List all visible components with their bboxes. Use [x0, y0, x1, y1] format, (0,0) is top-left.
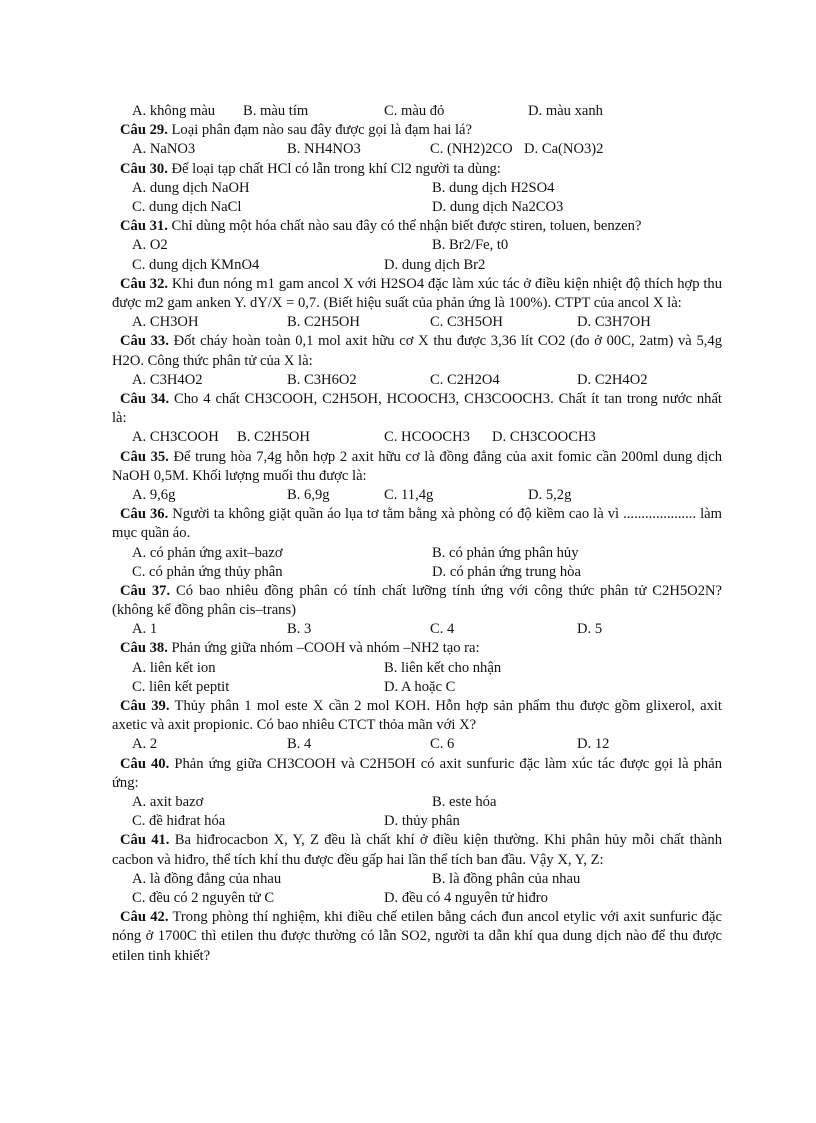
q30-options-row2	[112, 198, 722, 217]
q40-option-b: B. este hóa	[432, 794, 497, 811]
q34-option-c: C. HCOOCH3	[384, 429, 470, 446]
q31-option-c: C. dung dịch KMnO4	[132, 256, 260, 273]
q36-option-a: A. có phản ứng axit–bazơ	[132, 544, 283, 561]
question-label: Câu 34.	[120, 390, 170, 407]
q28-option-a: A. không màu	[132, 103, 216, 119]
q37-option-c: C. 4	[430, 621, 455, 638]
q35-option-a: A. 9,6g	[132, 486, 176, 503]
q32-option-c: C. C3H5OH	[430, 314, 503, 331]
question-label: Câu 31.	[120, 218, 168, 235]
q32-option-b: B. C2H5OH	[287, 314, 360, 331]
q40-option-c: C. đề hiđrat hóa	[132, 813, 226, 830]
q34-options	[112, 428, 722, 447]
q38-option-b: B. liên kết cho nhận	[384, 659, 502, 676]
question-stem: Ba hiđrocacbon X, Y, Z đều là chất khí ở điều kiện thường. Khi phân hủy mỗi chất thành cacbon và hiđro, thể tích khí thu được đều gấp hai lần thể tích ban đầu. Vậy X, Y, Z:	[112, 832, 722, 868]
question-label: Câu 35.	[120, 448, 169, 465]
q29-option-d: D. Ca(NO3)2	[524, 141, 604, 158]
q36-option-b: B. có phản ứng phân hủy	[432, 544, 579, 561]
q39-option-a: A. 2	[132, 736, 158, 753]
q33-option-d: D. C2H4O2	[577, 371, 648, 388]
q36-option-c: C. có phản ứng thủy phân	[132, 563, 283, 580]
question-35	[112, 448, 722, 486]
question-stem: Để trung hòa 7,4g hỗn hợp 2 axit hữu cơ là đồng đẳng của axit fomic cần 200ml dung dịch NaOH 0,5M. Khối lượng muối thu được là:	[112, 448, 723, 484]
question-stem: Loại phân đạm nào sau đây được gọi là đạm hai lá?	[171, 122, 473, 139]
q38-option-c: C. liên kết peptit	[132, 678, 230, 695]
question-label: Câu 32.	[120, 275, 169, 292]
question-41	[112, 831, 722, 869]
q31-options-row1	[112, 236, 722, 255]
q32-options	[112, 313, 722, 332]
q37-option-b: B. 3	[287, 621, 312, 638]
q31-options-row2	[112, 256, 722, 275]
q28-option-d: D. màu xanh	[528, 103, 603, 119]
q41-option-b: B. là đồng phân của nhau	[432, 870, 581, 887]
question-label: Câu 42.	[120, 909, 169, 926]
q40-options-row2	[112, 812, 722, 831]
q34-option-a: A. CH3COOH	[132, 429, 219, 446]
q40-option-a: A. axit bazơ	[132, 794, 204, 811]
question-stem: Có bao nhiêu đồng phân có tính chất lưỡng tính ứng với công thức phân tử C2H5O2N? (không kể đồng phân cis–trans)	[112, 582, 723, 619]
question-label: Câu 30.	[120, 160, 168, 177]
question-29	[112, 121, 722, 140]
q37-options	[112, 620, 722, 639]
q33-option-b: B. C3H6O2	[287, 371, 357, 388]
q41-option-a: A. là đồng đẳng của nhau	[132, 870, 282, 887]
q28-options	[112, 102, 722, 121]
question-label: Câu 40.	[120, 755, 170, 772]
q30-option-c: C. dung dịch NaCl	[132, 198, 242, 215]
q40-option-d: D. thủy phân	[384, 813, 460, 830]
question-label: Câu 39.	[120, 698, 170, 715]
question-stem: Thủy phân 1 mol este X cần 2 mol KOH. Hỗn hợp sản phẩm thu được gồm glixerol, axit axetic và axit propionic. Có bao nhiêu CTCT thỏa mãn với X?	[112, 698, 722, 734]
question-label: Câu 29.	[120, 122, 168, 139]
q39-options	[112, 735, 722, 754]
q28-option-c: C. màu đỏ	[384, 103, 445, 119]
question-label: Câu 33.	[120, 333, 169, 350]
question-label: Câu 37.	[120, 582, 171, 599]
q38-options-row2	[112, 678, 722, 697]
q35-option-b: B. 6,9g	[287, 486, 330, 503]
question-33	[112, 332, 722, 370]
question-38	[112, 639, 722, 658]
q34-option-b: B. C2H5OH	[237, 429, 310, 446]
q30-option-d: D. dung dịch Na2CO3	[432, 198, 564, 215]
q39-option-b: B. 4	[287, 736, 312, 753]
q40-options-row1	[112, 793, 722, 812]
question-32	[112, 275, 722, 313]
q41-option-c: C. đều có 2 nguyên tử C	[132, 890, 275, 907]
q36-option-d: D. có phản ứng trung hòa	[432, 563, 581, 580]
q31-option-a: A. O2	[132, 237, 168, 254]
question-list	[112, 102, 722, 966]
question-37	[112, 582, 722, 620]
question-stem: Đốt cháy hoàn toàn 0,1 mol axit hữu cơ X thu được 3,36 lít CO2 (đo ở 00C, 2atm) và 5,4g H2O. Công thức phân tử của X là:	[112, 333, 722, 369]
q31-option-d: D. dung dịch Br2	[384, 256, 486, 273]
q29-option-b: B. NH4NO3	[287, 141, 361, 158]
question-stem: Trong phòng thí nghiệm, khi điều chế etilen bằng cách đun ancol etylic với axit sunfuric đặc nóng ở 1700C thì etilen thu được thường có lẫn SO2, người ta dẫn khí qua dung dịch nào để thu được etilen tinh khiết?	[112, 909, 722, 964]
question-stem: Phản ứng giữa nhóm –COOH và nhóm –NH2 tạo ra:	[171, 640, 480, 657]
question-30	[112, 160, 722, 179]
q30-option-a: A. dung dịch NaOH	[132, 179, 250, 196]
q30-options-row1	[112, 179, 722, 198]
q29-options	[112, 140, 722, 159]
q36-options-row2	[112, 563, 722, 582]
q36-options-row1	[112, 544, 722, 563]
q32-option-a: A. CH3OH	[132, 314, 199, 331]
q29-option-a: A. NaNO3	[132, 141, 196, 158]
q33-option-c: C. C2H2O4	[430, 371, 500, 388]
question-31	[112, 217, 722, 236]
q33-option-a: A. C3H4O2	[132, 371, 203, 388]
question-stem: Khi đun nóng m1 gam ancol X với H2SO4 đặc làm xúc tác ở điều kiện nhiệt độ thích hợp thu được m2 gam anken Y. dY/X = 0,7. (Biết hiệu suất của phản ứng là 100%). CTPT của ancol X là:	[112, 275, 723, 311]
question-stem: Người ta không giặt quần áo lụa tơ tằm bằng xà phòng có độ kiềm cao là vì .................... làm mục quần áo.	[112, 506, 723, 542]
q33-options	[112, 371, 722, 390]
question-label: Câu 38.	[120, 640, 168, 657]
q35-option-c: C. 11,4g	[384, 486, 434, 503]
question-40	[112, 755, 722, 793]
question-42	[112, 908, 722, 966]
q38-options-row1	[112, 659, 722, 678]
question-36	[112, 505, 722, 543]
q35-option-d: D. 5,2g	[528, 486, 572, 503]
question-stem: Phản ứng giữa CH3COOH và C2H5OH có axit sunfuric đặc làm xúc tác được gọi là phản ứng:	[112, 755, 723, 791]
q35-options	[112, 486, 722, 505]
q29-option-c: C. (NH2)2CO	[430, 141, 513, 158]
q39-option-d: D. 12	[577, 736, 610, 753]
q41-options-row1	[112, 870, 722, 889]
question-label: Câu 36.	[120, 506, 169, 523]
question-stem: Chỉ dùng một hóa chất nào sau đây có thể nhận biết được stiren, toluen, benzen?	[171, 218, 642, 235]
q41-options-row2	[112, 889, 722, 908]
q31-option-b: B. Br2/Fe, t0	[432, 237, 509, 254]
q30-option-b: B. dung dịch H2SO4	[432, 179, 555, 196]
question-39	[112, 697, 722, 735]
question-stem: Cho 4 chất CH3COOH, C2H5OH, HCOOCH3, CH3COOCH3. Chất ít tan trong nước nhất là:	[112, 390, 722, 427]
q38-option-a: A. liên kết ion	[132, 659, 216, 676]
q37-option-d: D. 5	[577, 621, 603, 638]
q39-option-c: C. 6	[430, 736, 455, 753]
q32-option-d: D. C3H7OH	[577, 314, 651, 331]
question-label: Câu 41.	[120, 832, 170, 849]
q37-option-a: A. 1	[132, 621, 158, 638]
q41-option-d: D. đều có 4 nguyên tử hiđro	[384, 890, 548, 907]
question-34	[112, 390, 722, 428]
q34-option-d: D. CH3COOCH3	[492, 429, 596, 446]
question-stem: Để loại tạp chất HCl có lẫn trong khí Cl2 người ta dùng:	[171, 160, 501, 177]
q28-option-b: B. màu tím	[243, 103, 309, 119]
q38-option-d: D. A hoặc C	[384, 678, 456, 695]
